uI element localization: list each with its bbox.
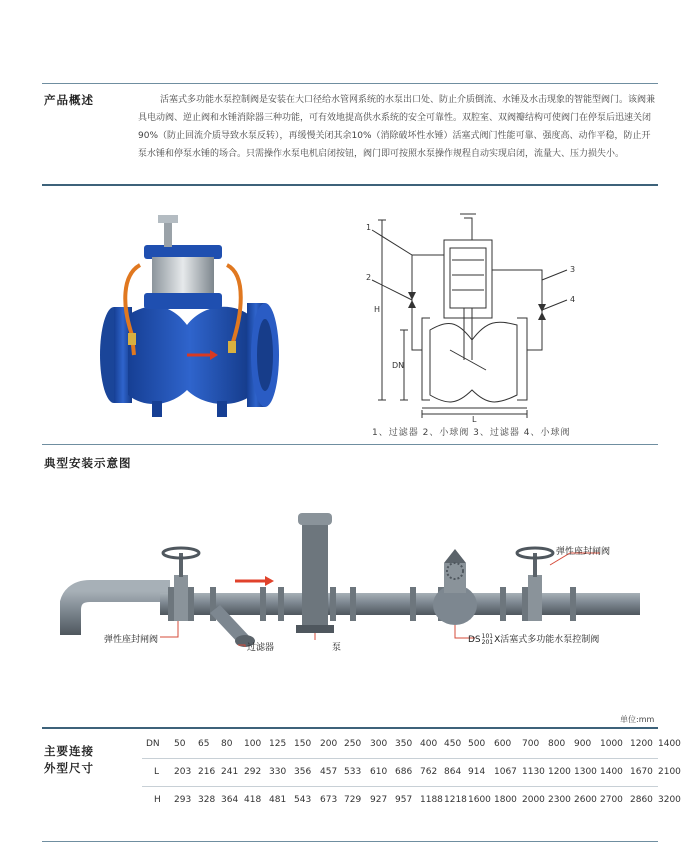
dimension-cell: 100	[244, 739, 262, 749]
label-control-valve	[468, 632, 599, 646]
installation-top-rule	[42, 444, 658, 445]
callout-2: 2	[366, 273, 372, 282]
valve-photo	[92, 205, 282, 420]
dimension-cell: 300	[370, 739, 388, 749]
dimensions-title-line1: 主要连接	[44, 744, 94, 758]
dimension-cell: 686	[395, 767, 413, 777]
unit-label: 单位:mm	[620, 715, 655, 724]
dimension-cell: 1188	[420, 795, 443, 805]
dimension-cell: 533	[344, 767, 362, 777]
model-suffix: X活塞式多功能水泵控制阀	[494, 635, 600, 645]
installation-title: 典型安装示意图	[44, 456, 132, 470]
row-label: DN	[146, 739, 160, 749]
dimension-cell: 50	[174, 739, 186, 749]
dimension-cell: 364	[221, 795, 239, 805]
valve-section-drawing	[352, 200, 592, 422]
dimension-cell: 450	[444, 739, 462, 749]
dimension-cell: 350	[395, 739, 413, 749]
callout-1: 1	[366, 223, 372, 232]
overview-title: 产品概述	[44, 93, 94, 107]
dim-dn-label: DN	[392, 361, 405, 370]
dimension-cell: 292	[244, 767, 262, 777]
dim-l-label: L	[472, 415, 477, 422]
dimension-cell: 481	[269, 795, 287, 805]
dimension-cell: 125	[269, 739, 287, 749]
dimension-cell: 457	[320, 767, 338, 777]
callout-4: 4	[570, 295, 576, 304]
model-sup: 101	[481, 632, 494, 640]
dimension-cell: 250	[344, 739, 362, 749]
dimension-cell: 864	[444, 767, 462, 777]
dimension-cell: 2000	[522, 795, 545, 805]
dimension-cell: 1067	[494, 767, 517, 777]
dimensions-title	[44, 743, 94, 777]
dimension-cell: 927	[370, 795, 388, 805]
dimension-cell: 914	[468, 767, 486, 777]
dimension-cell: 500	[468, 739, 486, 749]
label-gate-valve-left: 弹性座封闸阀	[104, 635, 159, 645]
dimension-cell: 3200	[658, 795, 681, 805]
dimension-cell: 762	[420, 767, 438, 777]
dimension-cell: 610	[370, 767, 388, 777]
dimension-cell: 957	[395, 795, 413, 805]
dimension-cell: 800	[548, 739, 566, 749]
dimension-cell: 2100	[658, 767, 681, 777]
model-prefix: DS	[468, 635, 481, 645]
callout-3: 3	[570, 265, 576, 274]
dimension-cell: 673	[320, 795, 338, 805]
bottom-rule	[42, 841, 658, 842]
dimension-cell: 1130	[522, 767, 545, 777]
dimension-cell: 1200	[548, 767, 571, 777]
dimension-cell: 216	[198, 767, 216, 777]
dimension-cell: 418	[244, 795, 262, 805]
label-gate-valve-right: 弹性座封闸阀	[556, 547, 611, 557]
dimension-cell: 400	[420, 739, 438, 749]
dimension-cell: 1200	[630, 739, 653, 749]
dimension-cell: 1300	[574, 767, 597, 777]
row-label: H	[154, 795, 161, 805]
overview-text: 活塞式多功能水泵控制阀是安装在大口径给水管网系统的水泵出口处、防止介质倒流、水锤及水击现象的智能型阀门。该阀兼具电动阀、逆止阀和水锤消除器三种功能，可有效地提高供水系统的安全可靠性。双腔室、双阀瓣结构可使阀门在停泵后迅速关闭90%（防止回流介质导致水泵反转），再缓慢关闭其余10%（消除破坏性水锤）活塞式阀门性能可靠、强度高、动作平稳，防止开泵水锤和停泵水锤的场合。只需操作水泵电机启闭按钮，阀门即可按照水泵操作规程自动实现启闭，流量大、压力损失小。	[138, 95, 656, 159]
dimension-cell: 1600	[468, 795, 491, 805]
dimension-cell: 65	[198, 739, 210, 749]
dimension-cell: 600	[494, 739, 512, 749]
dimension-cell: 1000	[600, 739, 623, 749]
dimension-cell: 1400	[600, 767, 623, 777]
overview-bottom-rule	[42, 184, 658, 186]
dimension-cell: 80	[221, 739, 233, 749]
dimensions-top-rule	[42, 727, 658, 729]
dimension-cell: 330	[269, 767, 287, 777]
dimension-cell: 241	[221, 767, 239, 777]
dimension-cell: 2300	[548, 795, 571, 805]
model-sub: 201	[481, 638, 494, 646]
dimension-cell: 1670	[630, 767, 653, 777]
dimension-cell: 150	[294, 739, 312, 749]
dimension-cell: 1400	[658, 739, 681, 749]
dimension-cell: 900	[574, 739, 592, 749]
dimension-cell: 328	[198, 795, 216, 805]
dimension-cell: 2700	[600, 795, 623, 805]
dimension-cell: 356	[294, 767, 312, 777]
row-label: L	[154, 767, 160, 777]
dimension-cell: 2600	[574, 795, 597, 805]
dimension-cell: 700	[522, 739, 540, 749]
dimension-cell: 200	[320, 739, 338, 749]
dimension-cell: 293	[174, 795, 192, 805]
top-rule	[42, 83, 658, 84]
label-pump: 泵	[332, 643, 342, 653]
dimension-cell: 543	[294, 795, 312, 805]
drawing-caption: 1、过滤器 2、小球阀 3、过滤器 4、小球阀	[372, 428, 571, 438]
dimension-cell: 203	[174, 767, 192, 777]
row-separator	[142, 786, 658, 787]
dimension-cell: 1218	[444, 795, 467, 805]
dimension-cell: 2860	[630, 795, 653, 805]
dimensions-title-line2: 外型尺寸	[44, 761, 94, 775]
row-separator	[142, 758, 658, 759]
dimension-cell: 729	[344, 795, 362, 805]
dim-h-label: H	[374, 305, 381, 314]
dimension-cell: 1800	[494, 795, 517, 805]
label-filter: 过滤器	[247, 643, 275, 653]
